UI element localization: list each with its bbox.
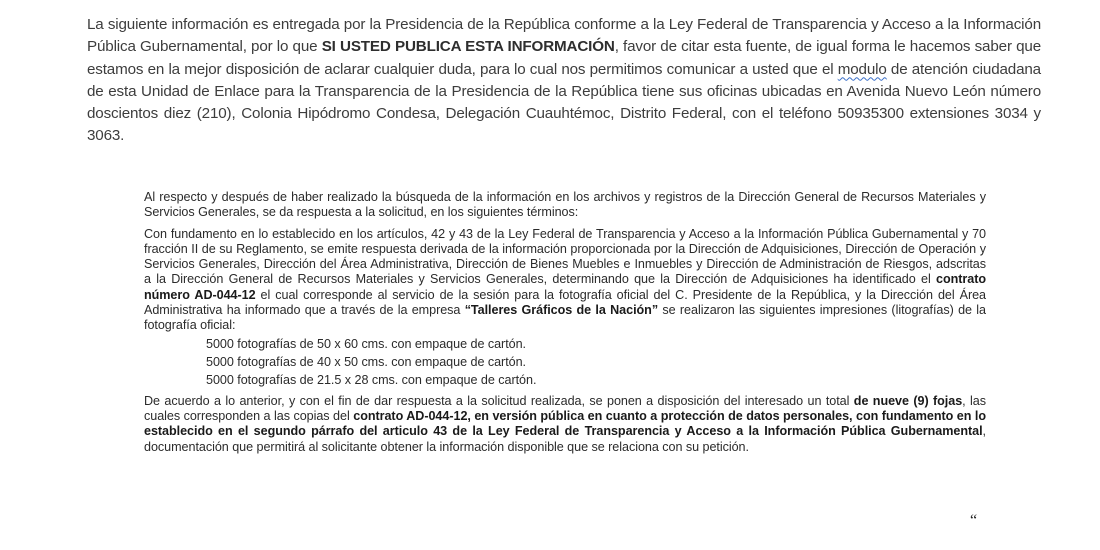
- paragraph-text: De acuerdo a lo anterior, y con el fin de dar respuesta a la solicitud realizada, se ponen a disposición del interesado un total: [144, 393, 854, 408]
- print-items-list: [206, 335, 986, 390]
- list-item: 5000 fotografías de 40 x 50 cms. con empaque de cartón.: [206, 355, 526, 370]
- legal-basis-paragraph: [144, 227, 986, 334]
- paragraph-text: se realizaron las siguientes impresiones (litografías) de la fotografía oficial:: [144, 303, 986, 333]
- intro-text: La siguiente información es entregada por la Presidencia de la República conforme a la Ley Federal de Transparencia y Acceso a la Información Pública Gubernamental, por lo que: [87, 16, 1041, 56]
- paragraph-text: el cual corresponde al servicio de la sesión para la fotografía oficial del C. Presidente de la República, y la Dirección del Área Administrativa ha informado que a través de la empresa: [144, 287, 986, 318]
- public-version-notice: contrato AD-044-12, en versión pública en cuanto a protección de datos personales, con fundamento en lo establecido en el segundo párrafo del articulo 43 de la Ley Federal de Transparencia y Acceso a la Información Pública Gubernamental: [144, 409, 986, 439]
- intro-paragraph: [87, 14, 1041, 148]
- spellcheck-word: modulo: [837, 60, 887, 78]
- intro-text: , favor de citar esta fuente, de igual forma le hacemos saber que estamos en la mejor disposición de aclarar cualquier duda, para lo cual nos permitimos comunicar a usted que el: [87, 38, 1041, 78]
- paragraph-text: Con fundamento en lo establecido en los artículos, 42 y 43 de la Ley Federal de Transparencia y Acceso a la Información Pública Gubernamental y 70 fracción II de su Reglamento, se emite respuesta derivada de la información proporcionada por la Dirección de Adquisiciones, Dirección de Operación y Servicios Generales, Dirección del Área Administrativa, Dirección de Bienes Muebles e Inmuebles y Dirección de Administración de Riesgos, adscritas a la Dirección General de Recursos Materiales y Servicios Generales, determinando que la Dirección de Adquisiciones ha identificado el: [144, 226, 986, 287]
- closing-quote-mark: “: [970, 512, 978, 529]
- scanned-document-excerpt: [144, 190, 986, 455]
- page-count: de nueve (9) fojas: [853, 393, 963, 408]
- list-item: 5000 fotografías de 50 x 60 cms. con empaque de cartón.: [206, 336, 526, 351]
- paragraph-text: , las cuales corresponden a las copias del: [144, 393, 986, 424]
- company-name: “Talleres Gráficos de la Nación”: [464, 303, 659, 318]
- paragraph-text: , documentación que permitirá al solicitante obtener la información disponible que se relaciona con su petición.: [144, 424, 986, 454]
- intro-text: de atención ciudadana de esta Unidad de Enlace para la Transparencia de la Presidencia de la República tiene sus oficinas ubicadas en Avenida Nuevo León número doscientos diez (210), Colonia Hipódromo Condesa, Delegación Cuauhtémoc, Distrito Federal, con el teléfono 50935300 extensiones 3034 y 3063.: [87, 60, 1041, 145]
- list-item: 5000 fotografías de 21.5 x 28 cms. con empaque de cartón.: [206, 373, 537, 388]
- contract-number: contrato número AD-044-12: [144, 272, 986, 302]
- response-intro-paragraph: Al respecto y después de haber realizado la búsqueda de la información en los archivos y registros de la Dirección General de Recursos Materiales y Servicios Generales, se da respuesta a la solicitud, en los siguientes términos:: [144, 190, 986, 220]
- intro-bold-notice: SI USTED PUBLICA ESTA INFORMACIÓN: [321, 38, 615, 56]
- availability-paragraph: [144, 394, 986, 455]
